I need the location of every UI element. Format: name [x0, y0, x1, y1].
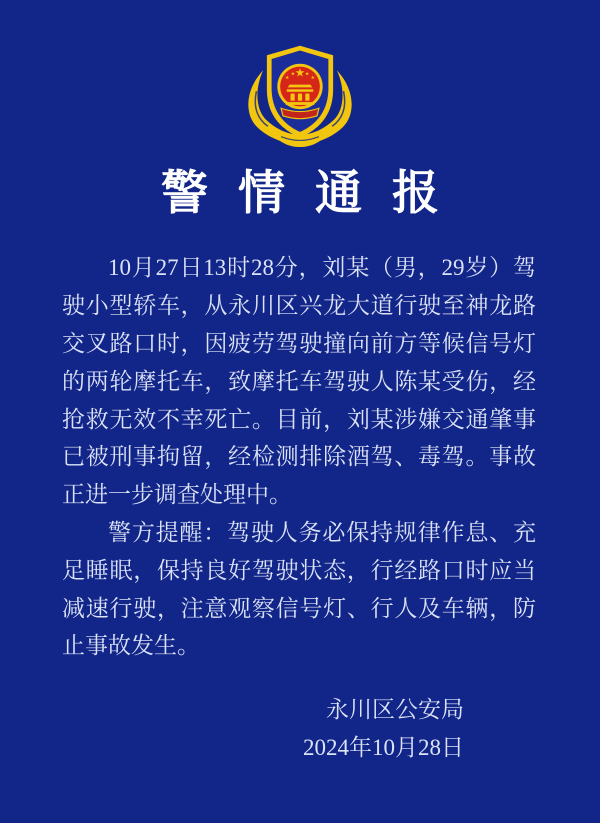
police-badge-icon [243, 42, 357, 148]
signature-block [0, 691, 600, 767]
notice-title: 警情通报 [161, 168, 469, 220]
notice-paragraph-incident: 10月27日13时28分，刘某（男，29岁）驾驶小型轿车，从永川区兴龙大道行驶至神龙路交叉路口时，因疲劳驾驶撞向前方等候信号灯的两轮摩托车，致摩托车驾驶人陈某受伤，经抢救无效不幸死亡。目前，刘某涉嫌交通肇事已被刑事拘留，经检测排除酒驾、毒驾。事故正进一步调查处理中。 [62, 255, 536, 508]
issue-date: 2024年10月28日 [303, 735, 464, 761]
emblem-container [0, 0, 600, 148]
notice-paragraph-reminder: 警方提醒：驾驶人务必保持规律作息、充足睡眠，保持良好驾驶状态，行经路口时应当减速行驶，注意观察信号灯、行人及车辆，防止事故发生。 [62, 519, 536, 659]
issuer-name: 永川区公安局 [326, 697, 464, 723]
notice-body [62, 249, 536, 665]
